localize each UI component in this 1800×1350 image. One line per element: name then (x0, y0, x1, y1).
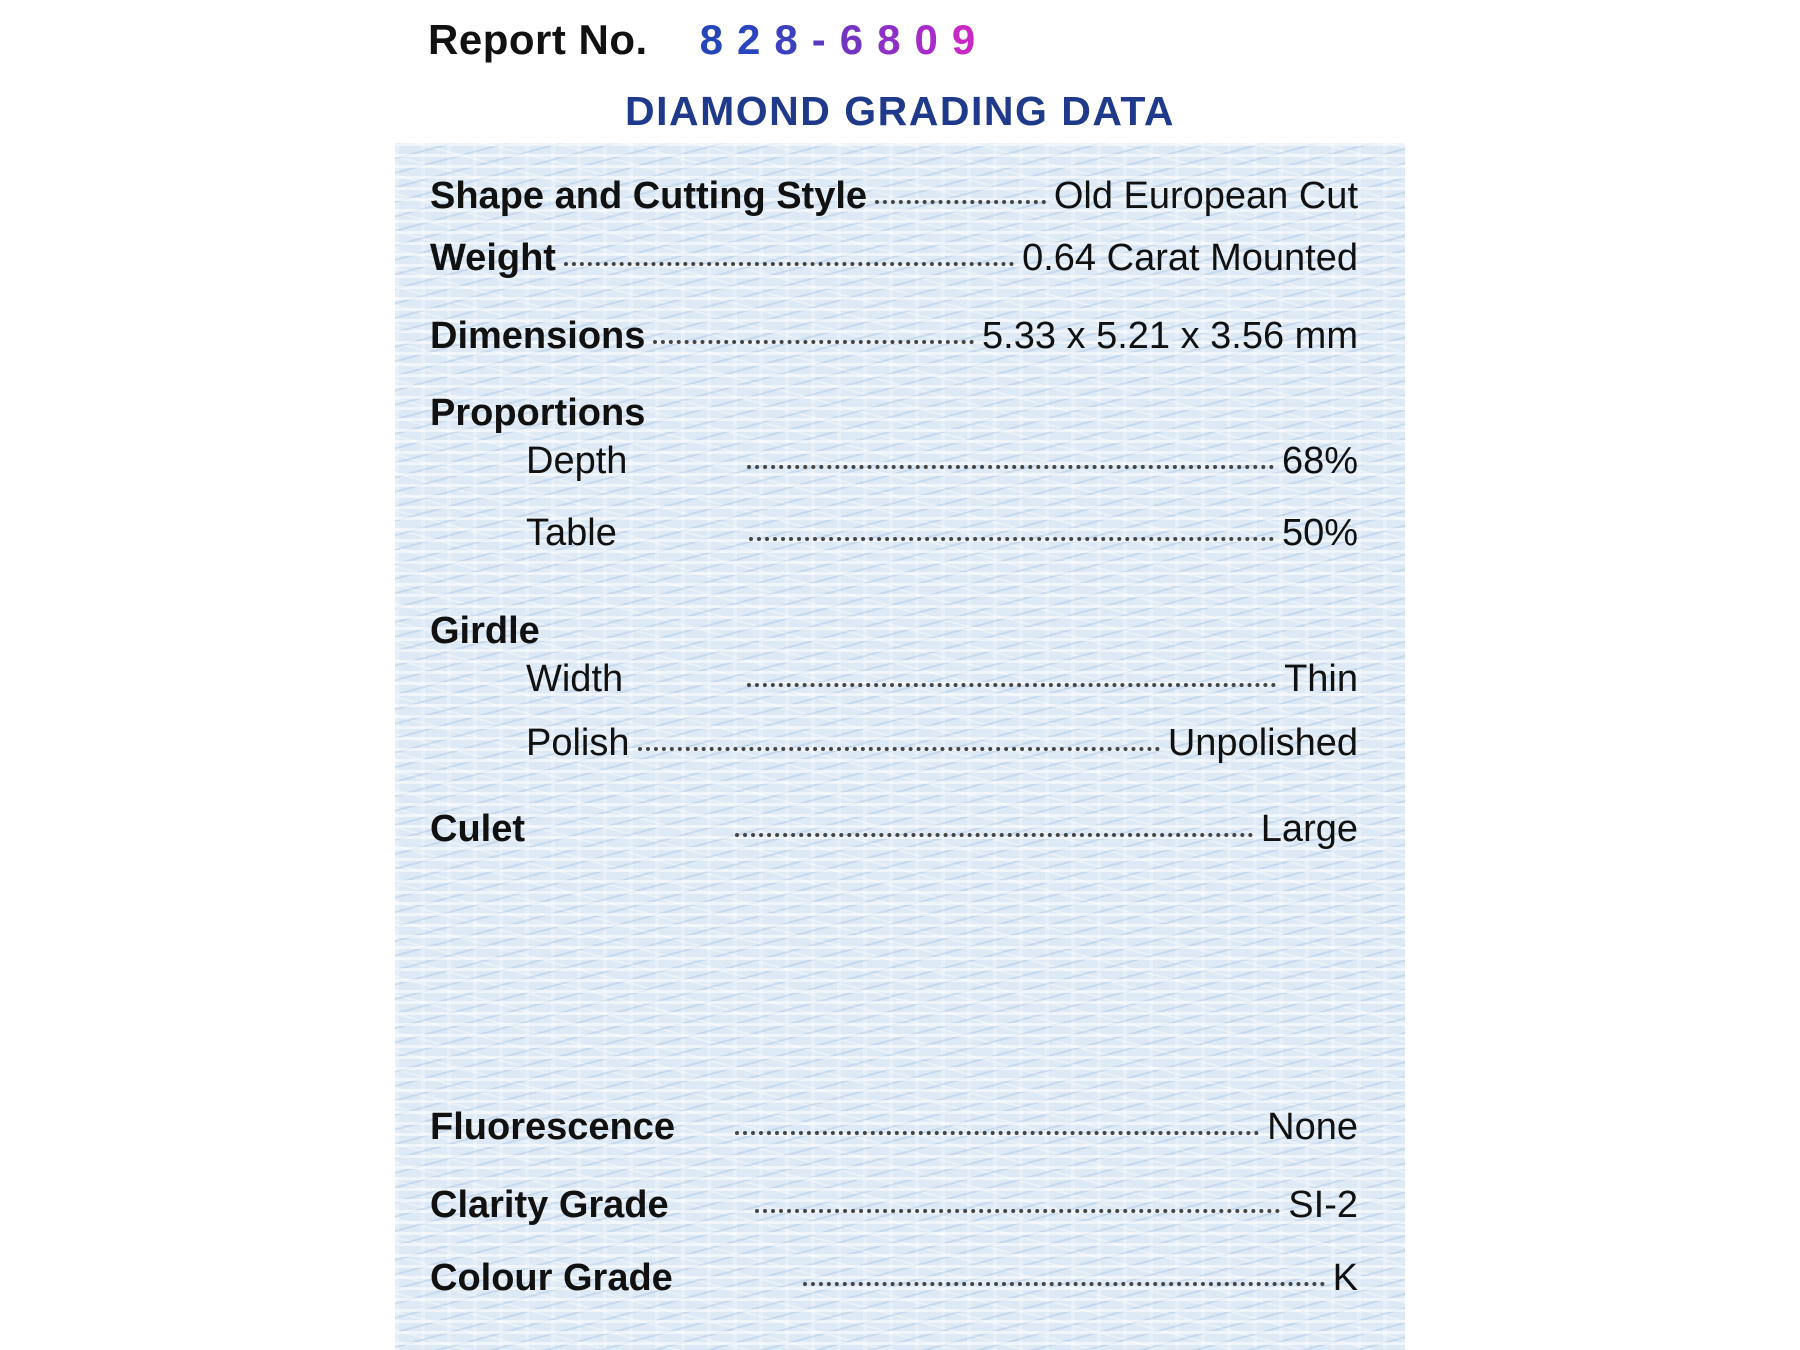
row-polish (430, 722, 1358, 772)
dot-leader (755, 1209, 1281, 1213)
dot-leader (735, 833, 1253, 837)
report-number-label: Report No. (428, 16, 648, 63)
weight-label: Weight (430, 237, 556, 279)
shape-label: Shape and Cutting Style (430, 175, 868, 217)
row-fluorescence (430, 1106, 1358, 1156)
report-number-char: 6 (839, 16, 878, 63)
dimensions-value: 5.33 x 5.21 x 3.56 mm (982, 315, 1358, 357)
depth-value: 68% (1281, 440, 1358, 482)
fluorescence-value: None (1267, 1106, 1358, 1148)
row-shape (430, 175, 1358, 225)
polish-label: Polish (526, 722, 630, 764)
dot-leader (875, 200, 1046, 204)
fluorescence-label: Fluorescence (430, 1106, 675, 1148)
table-label: Table (526, 512, 617, 554)
depth-label: Depth (526, 440, 628, 482)
culet-label: Culet (430, 808, 525, 850)
clarity-value: SI-2 (1288, 1184, 1358, 1226)
colour-label: Colour Grade (430, 1257, 673, 1299)
report-number-char: 2 (737, 16, 775, 63)
dot-leader (803, 1282, 1325, 1286)
table-value: 50% (1281, 512, 1358, 554)
weight-value: 0.64 Carat Mounted (1022, 237, 1358, 279)
report-number-char: - (811, 16, 840, 63)
proportions-heading: Proportions (430, 392, 646, 434)
girdle-heading: Girdle (430, 610, 540, 652)
page-title: DIAMOND GRADING DATA (624, 88, 1176, 134)
row-depth (430, 440, 1358, 490)
dot-leader (735, 1131, 1259, 1135)
width-label: Width (526, 658, 624, 700)
report-number-char: 8 (774, 16, 812, 63)
dot-leader (747, 683, 1276, 687)
polish-value: Unpolished (1167, 722, 1358, 764)
report-number-char: 9 (951, 16, 990, 63)
dot-leader (747, 465, 1274, 469)
shape-value: Old European Cut (1053, 175, 1358, 217)
clarity-label: Clarity Grade (430, 1184, 669, 1226)
row-colour (430, 1257, 1358, 1307)
colour-value: K (1332, 1257, 1358, 1299)
report-number-value (700, 16, 990, 64)
dot-leader (653, 340, 974, 344)
row-width (430, 658, 1358, 708)
report-number-char: 8 (877, 16, 915, 63)
report-number-char: 0 (914, 16, 952, 63)
culet-value: Large (1260, 808, 1358, 850)
dot-leader (749, 537, 1274, 541)
row-culet (430, 808, 1358, 858)
row-clarity (430, 1184, 1358, 1234)
report-number-header (428, 16, 989, 76)
width-value: Thin (1284, 658, 1358, 700)
row-dimensions (430, 315, 1358, 365)
report-number-char: 8 (699, 16, 738, 63)
row-table (430, 512, 1358, 562)
dot-leader (564, 262, 1014, 266)
dimensions-label: Dimensions (430, 315, 646, 357)
row-weight (430, 237, 1358, 287)
dot-leader (638, 747, 1160, 751)
